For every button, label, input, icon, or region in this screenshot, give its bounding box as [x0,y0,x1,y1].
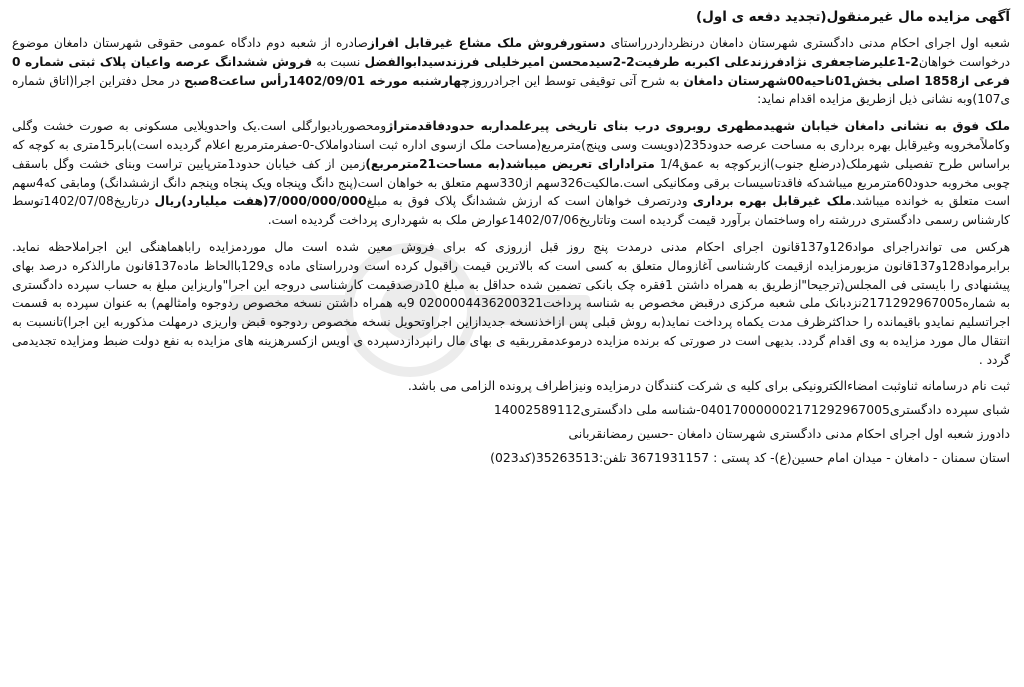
intro-bold-4: چهارشنبه مورخه 1402/09/01رأس ساعت8صبح [184,73,471,88]
property-bold-3: ملک غیرقابل بهره برداری [692,194,852,209]
intro-bold-3: فروش ششدانگ عرصه واعیان پلاک ثبتی شماره 0 فرعی از1858 اصلی بخش01ناحیه00شهرستان دامغان [12,54,1010,88]
intro-text-4: به شرح آتی توقیفی توسط این اجرادرروز [470,73,684,88]
address-line: استان سمنان - دامغان - میدان امام حسین(ع)- کد پستی : 3671931157 تلفن:35263513(کد023) [490,449,1010,465]
intro-text-3: نسبت به [312,54,365,69]
property-text-4: درتاریخ1402/07/08توسط کارشناس رسمی دادگستری دررشته راه وساختمان برآورد قیمت گردیده است وتاتاریخ1402/07/06عوارض ملک به شهرداری پرداخت گردیده است. [12,194,1010,228]
intro-text-1: شعبه اول اجرای احکام مدنی دادگستری شهرستان دامغان درنظرداردرراستای [605,36,1010,50]
property-text-2: زمین از کف خیابان حدود1مترپایین تراست وبنای خشت وگل باسقف چوبی مخروبه حدود60مترمربع میباشدکه فاقدتاسیسات برقی ومکانیکی است.مالکیت326سهم از330سهم متعلق به خواهان است(پنج دانگ وپنجاه ویک پنجاه وپنجم دانگ ازششدانگ) ومابقی که4سهم است متعلق به خوانده میباشد. [12,156,1010,209]
intro-text-5: در محل دفتراین اجرا(اتاق شماره ی107)وبه نشانی ذیل ازطریق مزایده اقدام نماید: [12,73,1010,107]
property-text-3: ودرتصرف خواهان است که ارزش ششدانگ پلاک فوق به مبلغ [366,194,693,209]
property-bold-4: 7/000/000/000(هفت میلیارد)ریال [154,194,367,209]
intro-paragraph [12,34,1010,109]
conditions-paragraph: هرکس می تواندراجرای مواد126و137قانون اجرای احکام مدنی درمدت پنج روز قبل ازروزی که برای فروش معین شده است مال موردمزایده راباهماهنگی این اجراملاحظه نماید. برابرمواد128و137قانون مزبورمزایده ازقیمت کارشناسی آغازومال متعلق به کسی است که بالاترین قیمت راقبول کرده است ودرراستای ماده ی129باالحاظ ماده137قانون مارالذکره درصد بهای پیشنهادی را بایستی فی المجلس(ترجیحا"ازطریق به همراه داشتن 1فقره چک بانکی تضمین شده حداقل به مبلغ 10درصدقیمت کارشناسی دروجه این اجرا"واریزاین مبلغ به حساب سپرده دادگستری به شماره2171292967005نزدبانک ملی شعبه مرکزی درقبض مخصوص به شناسه پرداخت0200004436200321 9به همراه داشتن نسخه مخصوص ردوجوه وامثالهم) به عنوان سپرده به قسمت اجراتسلیم نمایدو باقیمانده را حداکثرظرف مدت یکماه پرداخت نماید(به روش قبلی پس ازاخذنسخه جدیدازاین اجراوتحویل نسخه مخصوص ردوجوه قبض واریزی درمهلت مذکوربه این اجرا)تانسبت به انتقال مال مورد مزایده به وی اقدام گردد. بدیهی است در صورتی که برنده مزایده درموعدمقرربقیه ی بهای مال رانپردازدسپرده ی اویس ازکسرهزینه های مزایده به نفع دولت ضبط ومزایده تجدیدمی گردد . [12,239,1011,367]
property-bold-2: مترادارای تعریض میباشد(به مساحت21مترمربع) [365,156,655,171]
intro-text-2: صادره از شعبه دوم دادگاه عمومی حقوقی شهرستان دامغان موضوع درخواست خواهان [12,36,1011,69]
property-text-1: ومحصورباديوارگلی است.یک واحدویلایی مسکونی به صورت خشت وگلی وکاملاًمخروبه وغیرقابل بهره برداری به مساحت عرصه حدود235(دویست وسی وپنج)مترمربع(مساحت ملک ازسوی اداره ثبت اسنادواملاک-0-صفرمترمربع اعلام گردیده است)بابر15متری به کوچه که براساس طرح تفصیلی شهرملک(درضلع جنوب)ازبرکوچه به عمق1/4 [12,119,1011,171]
notice-title: آگهی مزایده مال غیرمنقول(تجدید دفعه ی اول) [696,9,1010,25]
intro-bold-1: دستورفروش ملک مشاع غیرقابل افراز [367,36,606,50]
registration-note: ثبت نام درسامانه ثناوثبت امضاءالکترونیکی برای کلیه ی شرکت کنندگان درمزایده ونیزاطراف پرونده الزامی می باشد. [407,377,1010,393]
sheba-account-line: شبای سپرده دادگستری040170000002171292967005-شناسه ملی دادگستری14002589112 [493,401,1010,417]
property-paragraph [12,117,1010,230]
signature-line: دادورز شعبه اول اجرای احکام مدنی دادگستری شهرستان دامغان -حسین رمضانقربانی [568,425,1010,441]
property-bold-1: ملک فوق به نشانی دامغان خیابان شهیدمطهری روبروی درب بنای تاریخی پیرعلمداربه حدودفاقدمتراژ [386,119,1010,134]
intro-bold-2: 2-1علیرضاجعفری نژادفرزندعلی اکبربه طرفیت2-2سیدمحسن امیرخلیلی فرزندسیدابوالفضل [364,54,919,69]
